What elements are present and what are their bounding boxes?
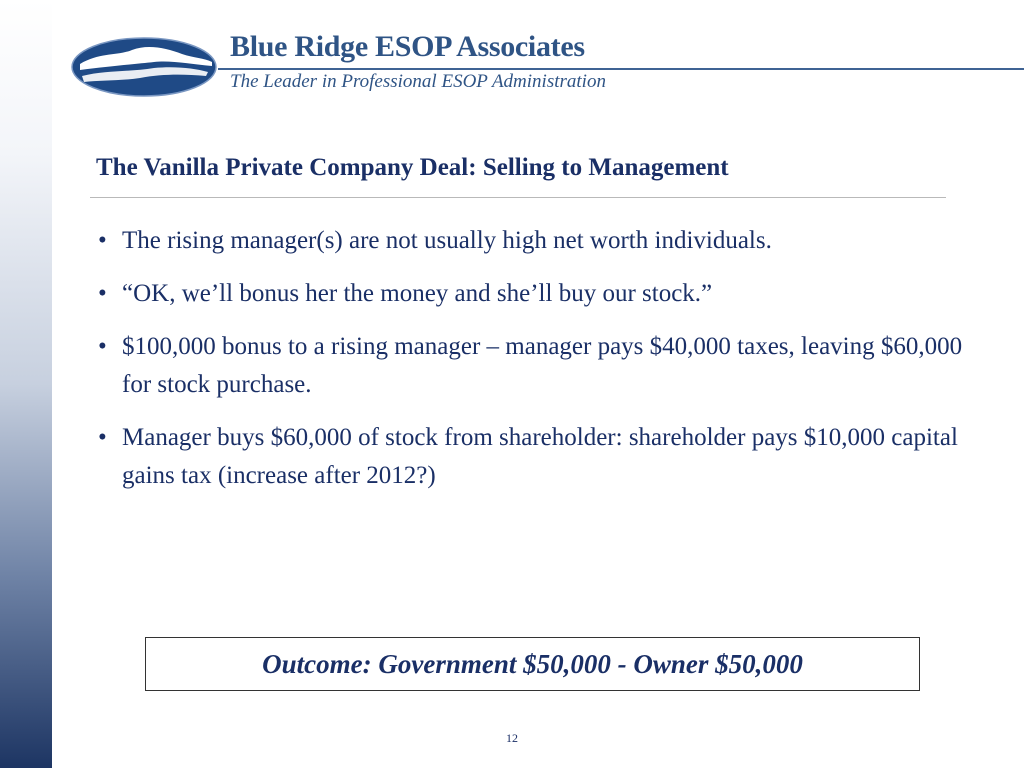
bullet-item [98,328,988,404]
bullet-item [98,419,988,495]
bullet-dot: • [98,280,107,307]
outcome-text: Outcome: Government $50,000 - Owner $50,000 [262,648,803,679]
slide-title: The Vanilla Private Company Deal: Selling to Management [96,154,729,181]
outcome-box [145,637,920,691]
bullet-dot: • [98,333,107,360]
left-gradient-bar [0,0,52,768]
header-rule [218,68,1024,70]
page-number: 12 [506,731,518,745]
bullet-text: “OK, we’ll bonus her the money and she’ll buy our stock.” [122,280,713,307]
title-rule [90,197,946,198]
bullet-item [98,222,988,260]
company-tagline: The Leader in Professional ESOP Administration [230,71,606,92]
bullet-text: The rising manager(s) are not usually high net worth individuals. [122,227,772,254]
bullet-text: Manager buys $60,000 of stock from shareholder: shareholder pays $10,000 capital gains tax (increase after 2012?) [122,424,958,489]
bullet-text: $100,000 bonus to a rising manager – manager pays $40,000 taxes, leaving $60,000 for stock purchase. [122,333,963,398]
bullet-dot: • [98,227,107,254]
mountain-ellipse-logo-icon [70,36,218,98]
bullet-list [98,222,988,510]
bullet-dot: • [98,424,107,451]
bullet-item [98,275,988,313]
company-name: Blue Ridge ESOP Associates [230,30,585,63]
